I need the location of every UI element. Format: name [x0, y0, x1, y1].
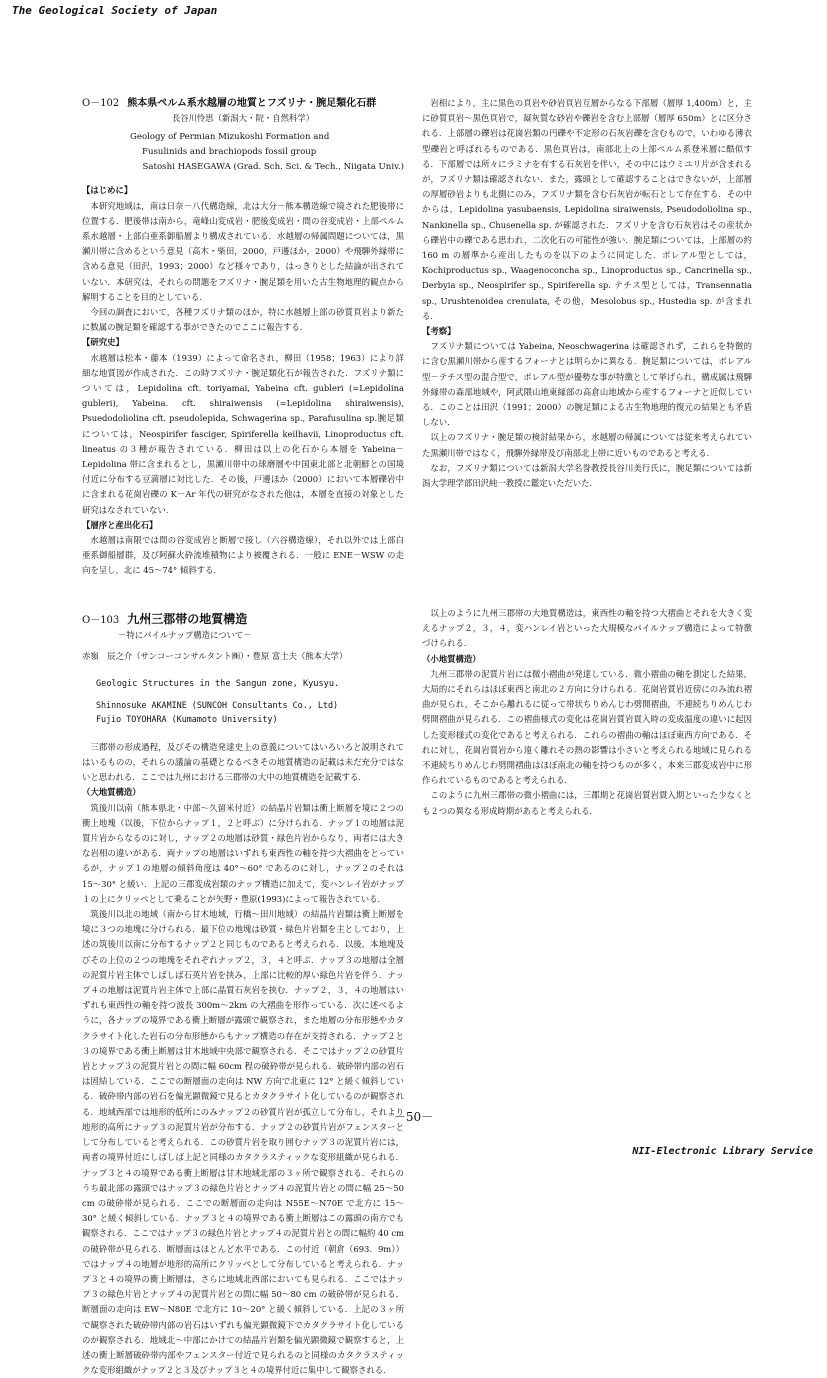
article1-paragraph: 水越層は南限では間の谷変成岩と断層で接し（六谷構造線），それ以外では上部白亜系御船層群，及び阿蘇火砕流堆積物により被覆される．一般に ENE－WSW の走向を呈し，北に 45～74° 傾斜する． [82, 535, 404, 576]
article2-title: 九州三郡帯の地質構造 [127, 612, 248, 626]
article2-heading-small: （小地質構造） [422, 653, 481, 664]
article1-title: 熊本県ペルム系水越層の地質とフズリナ・腕足類化石群 [127, 98, 377, 109]
article2-title-en: Geologic Structures in the Sangun zone, Kyusyu. [96, 678, 340, 689]
article2-right-column [422, 606, 752, 1100]
article1-paragraph: 今回の調査において，各種フズリナ類のほか，特に水越層上部の砂質頁岩より新たに数属の腕足類を確認する事ができたのでここに報告する． [82, 307, 404, 333]
article2-title-block [82, 612, 404, 628]
society-header: The Geological Society of Japan [12, 4, 218, 17]
article2-paragraph: このように九州三郡帯の微小褶曲には，三郡期と花崗岩質岩貫入期といった少なくとも２つの異なる形成時期があると考えられる． [422, 790, 752, 816]
article1-heading-strat: 【層序と産出化石】 [82, 519, 158, 530]
article1-left-column [82, 96, 404, 582]
article2-heading-large: （大地質構造） [82, 787, 141, 798]
article1-right-column [422, 96, 752, 544]
article1-paragraph: 岩相により，主に黒色の頁岩や砂岩頁岩互層からなる下部層（層厚 1,400m）と，主に砂質頁岩～黒色頁岩で，凝灰質な砂岩や礫岩を含む上部層（層厚 650m）とに区分される．上部層の礫岩は花崗岩類の円礫や不定形の石灰岩礫を含むもので，いわゆる薄衣型礫岩と呼ばれるものである．黒色頁岩は，南部北上の上部ペルム系登米層に酷似する．下部層では所々にラミナを有する石灰岩を伴い，その中にはウミユリ片が含まれるが，フズリナ類は確認されない．また，露頭として確認することはできないが，上部層の厚層砂岩よりも北側にのみ，フズリナ類を含む石灰岩が転石として存在する．その中からは，Lepidolina yasubaensis, Lepidolina siraiwensis, Pseudodoliolina sp., Nankinella sp., Chusenella sp. が確認された．フズリナを含む石灰岩はその産状から礫岩中の礫である思われ，二次化石の可能性が強い．腕足類については，上部層の約 160 m の層準から産出したものを以下のように同定した．ボレアル型としては，Kochiproductus sp., Waagenoconcha sp., Linoproductus sp., Cancrinella sp., Derbyia sp., Neospirifer sp., Spiriferella sp. テチス型としては，Transennatia sp., Urushtenoidea crenulata, その他，Mesolobus sp., Hustedia sp. が含まれる． [422, 98, 752, 321]
article1-heading-discussion: 【考察】 [422, 326, 456, 337]
article1-author-en: Satoshi HASEGAWA (Grad. Sch. Sci. & Tech., Niigata Univ.) [142, 162, 404, 173]
article2-subtitle: －特にパイルナップ構造について－ [118, 630, 252, 641]
article1-paragraph: なお，フズリナ類については新潟大学名誉教授長谷川美行氏に，腕足類については新潟大学理学部田沢純一教授に鑑定いただいた． [422, 462, 752, 489]
library-footer: NII-Electronic Library Service [632, 1146, 813, 1157]
article2-paragraph: 以上のように九州三郡帯の大地質構造は，東西性の軸を持つ大褶曲とそれを大きく変えるナップ２，３，４，変ハンレイ岩といった大規模なパイルナップ構造によって特徴づけられる． [422, 608, 752, 649]
article1-title-block [82, 96, 404, 111]
article1-title-en-2: Fusulinids and brachiopods fossil group [142, 147, 317, 158]
article1-paragraph: 以上のフズリナ・腕足類の検討結果から，水越層の帰属については従来考えられていた黒瀬川帯ではなく，飛騨外縁帯及び南部北上帯に近いものであると考える． [422, 432, 752, 458]
article2-id: O－103 [82, 615, 120, 626]
article1-heading-history: 【研究史】 [82, 337, 124, 348]
article1-id: O－102 [82, 98, 120, 109]
article1-heading-intro: 【はじめに】 [82, 185, 133, 196]
article2-paragraph: 九州三郡帯の泥質片岩には微小褶曲が発達している．微小褶曲の軸を測定した結果，大局的にそれらはほぼ東西と南北の２方向に分けられる．花崗岩質岩近傍にのみ流れ褶曲が見られ，そこから離れるに従って帯状ちりめんじわ劈開褶曲，不連続ちりめんじわ劈開褶曲が見られる．この褶曲様式の変化は花崗岩質岩貫入時の変成温度の違いに起因した変形様式の変化であると考えられる．これらの褶曲の軸はほぼ東西方向である．それに対し，花崗岩質岩から遠く離れその熱の影響は小さいと考えられる地域に見られる不連続ちりめんじわ劈開褶曲はほぼ南北の軸を持つものが多く，本来三郡変成岩中に形作られているものであると考えられる． [422, 668, 752, 786]
article2-left-column [82, 612, 404, 1376]
article2-author-en-2: Fujio TOYOHARA (Kumamoto University) [96, 713, 278, 724]
article2-paragraph: 筑後川以北の地域（南から甘木地域，行橋～田川地域）の結晶片岩類は衝上断層を境に３つの地塊に分けられる．最下位の地塊は砂質・緑色片岩類を主としており，上述の筑後川以南に分布するナップ２と同じものであると考えられる．以後，本地塊及びその上位の２つの地塊をそれぞれナップ２，３，４と呼ぶ．ナップ３の地層は全層の泥質片岩主体でしばしば石英片岩を挟み，上部に比較的厚い緑色片岩を伴う．ナップ４の地層は泥質片岩主体で上部に晶質石灰岩を挟む．ナップ２，３，４の地層はいずれも東西性の軸を持つ波長 300m～2km の大褶曲を形作っている．次に述べるように，各ナップの境界である衝上断層が露頭で観察され，また地層の分布形態やカタクラサイト化した岩石の分布形態からもナップ構造の存在が支持される．ナップ２と３の境界である衝上断層は甘木地域中央部で観察される．そこではナップ２の砂質片岩とナップ３の泥質片岩との間に幅 60cm 程の破砕帯が見られる．破砕帯内部の岩石は固結している．ここでの断層面の走向は NW 方向で北東に 12° と緩く傾斜している．破砕帯内部の岩石を偏光顕微鏡で見るとカタクラサイト化しているのが観察される．地域西部では地形的低所にのみナップ２の砂質片岩が孤立して分布し，それより地形的高所にナップ３の泥質片岩が分布する．ナップ２の砂質片岩がフェンスターとして分布していると考えられる．この砂質片岩を取り囲むナップ３の泥質片岩には，両者の境界付近にしばしば上記と同様のカタクラスティックな変形組織が見られる．ナップ３と４の境界である衝上断層は甘木地域北部の３ヶ所で観察される．それらのうち最北部の露頭ではナップ３の緑色片岩とナップ４の泥質片岩との間に幅 25～50 cm の破砕帯が見られる．ここでの断層面の走向は N55E～N70E で北方に 15～30° と緩く傾斜している．ナップ３と４の境界である衝上断層はこの露頭の南方でも観察される．ここではナップ３の緑色片岩とナップ４の泥質片岩との間に幅約 40 cm の破砕帯が見られる．断層面はほとんど水平である．この付近（朝倉（693．9m））ではナップ４の地層が地形的高所にクリッペとして分布していると考えられる．ナップ３と４の境界の衝上断層は，さらに地域北西部においても見られる．ここではナップ３の緑色片岩とナップ４の泥質片岩との間に幅 50～80 cm の破砕帯が見られる．断層面の走向は EW～N80E で北方に 10～20° と緩く傾斜している．上記の３ヶ所で観察された破砕帯内部の岩石はいずれも偏光顕微鏡下でカタクラサイト化しているのが観察される．地域北～中部にかけての結晶片岩類を偏光顕微鏡で観察すると，上述の衝上断層破砕帯内部やフェンスター付近で見られるのと同様のカタクラスティックな変形組織がナップ２と３及びナップ３と４の境界付近に集中して観察される． [82, 909, 404, 1376]
article1-author-jp: 長谷川怜思（新潟大・院・自然科学） [171, 113, 315, 124]
article2-paragraph: 筑後川以南（熊本県北・中部～久留米付近）の結晶片岩類は衝上断層を境に２つの衝上地塊（以後，下位からナップ１，２と呼ぶ）に分けられる．ナップ１の地層は泥質片岩からなるのに対し，ナップ２の地層は砂質・緑色片岩からなり，両者には大きな岩相の違いがある．両ナップの地層はいずれも東西性の軸を持つ大褶曲をとっているが，ナップ１の地層の傾斜角度は 40°～60° であるのに対し，ナップ２のそれは 15～30° と緩い．上記の三郡変成岩類のナップ構造に加えて，変ハンレイ岩がナップ１の上にクリッペとして乗ることが矢野・豊原(1993)によって報告されている． [82, 802, 404, 904]
article1-paragraph: 本研究地域は，南は日奈－八代構造線，北は大分－熊本構造線で境された肥後帯に位置する．肥後帯は南から，竜峰山変成岩・肥後変成岩・間の谷変成岩・上部ペルム系水越層・上部白亜系御船層より構成されている．水越層の帰属問題については，黒瀬川帯に含めるという意見（高木・柴田，2000，戸邊ほか，2000）や飛騨外縁帯に含める意見（田沢，1993；2000）など様々であり，はっきりとした結論が出されていない．本研究は，それらの問題をフズリナ・腕足類を用いた古生物地理的観点から解明することを目的としている． [82, 200, 404, 302]
article2-author-en-1: Shinnosuke AKAMINE (SUNCOH Consultants Co., Ltd) [96, 699, 339, 710]
article1-paragraph: 水越層は松本・藤本（1939）によって命名され，柳田（1958；1963）により詳細な地質図が作成された．この時フズリナ・腕足類化石が報告された．フズリナ類については，Lepidolina cft. toriyamai, Yabeina cft. gubleri (=Lepidolina gubleri), Yabeina. cft. shiraiwensis (=Lepidolina shiraiwensis), Psuedodoliolina cft. pseudolepida, Schwagerina sp., Parafusulina sp.腕足類については，Neospirifer fasciger, Spiriferella keilhavii, Linoproductus cft. lineatus の３種が報告されている．柳田は以上の化石から本層を Yabeina－Lepidolina 帯に含まれるとし，黒瀬川帯中の球磨層や中国東北部と北朝鮮との国境付近に分布する豆満層に対比した．その後，戸邊ほか（2000）において本層礫岩中に含まれる花崗岩礫の K－Ar 年代の研究がなされた他は，本層を直接の対象とした研究はなされていない． [82, 352, 404, 515]
article2-authors-jp: 赤嶺 辰之介（サンコーコンサルタント㈱）・豊原 富士夫（熊本大学） [82, 651, 348, 662]
article1-paragraph: フズリナ類については Yabeina, Neoschwagerina は確認されず，これらを特徴的に含む黒瀬川帯から産するフォーナとは明らかに異なる．腕足類については，ボレアル型－テチス型の混合型で，ボレアル型が優勢な事が特徴として挙げられ，構成属は飛騨外縁帯の森部地域や，阿武隈山地東縁部の高倉山地域から産するフォーナと近似している．このことは田沢（1991；2000）の腕足類による古生物地理的復元の結果とも矛盾しない． [422, 341, 752, 428]
article2-paragraph: 三郡帯の形成過程，及びその構造発達史上の意義についてはいろいろと説明されてはいるものの，それらの議論の基礎となるべきその地質構造の記載は未だ充分ではないと思われる．ここでは九州における三郡帯の大中の地質構造を記載する． [82, 741, 404, 783]
page-number: －50－ [393, 1110, 434, 1124]
article1-title-en-1: Geology of Permian Mizukoshi Formation and [130, 132, 330, 143]
